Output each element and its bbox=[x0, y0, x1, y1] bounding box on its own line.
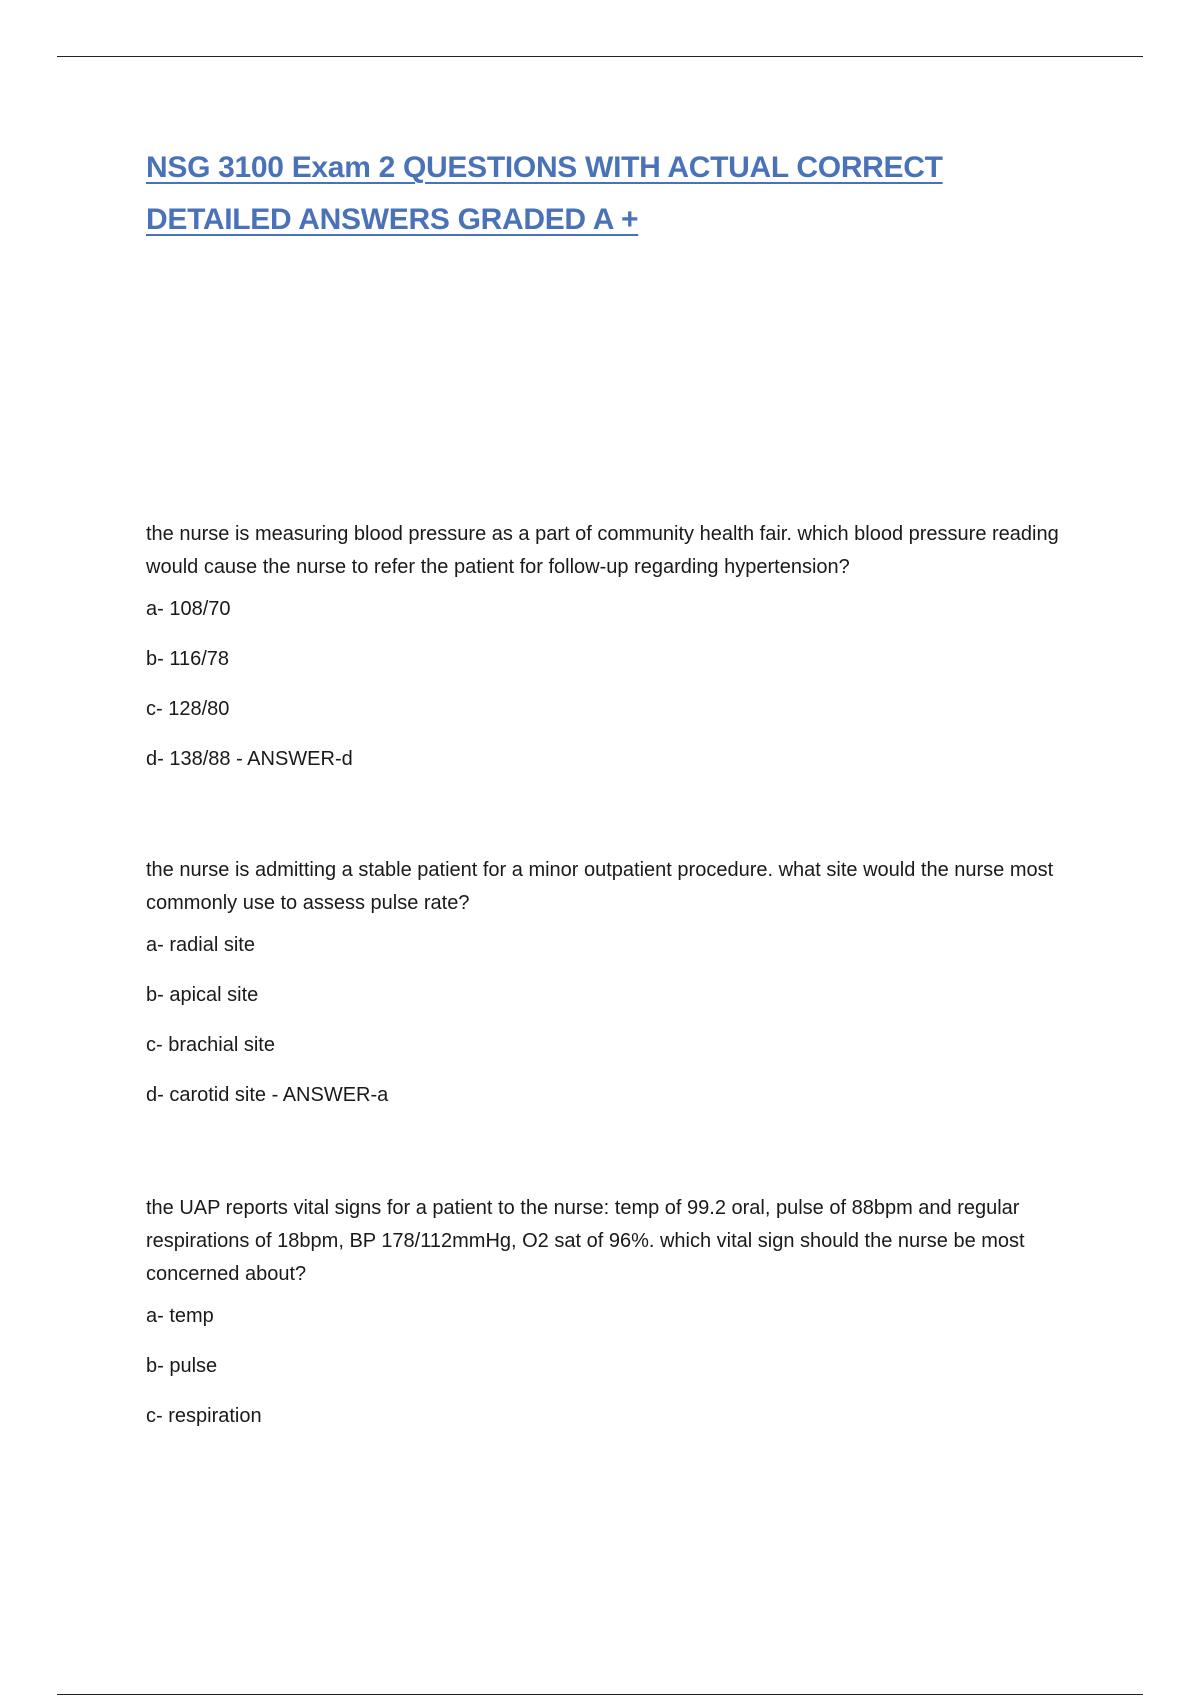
question-3 bbox=[146, 1192, 1086, 1454]
header-rule bbox=[57, 56, 1143, 57]
option-b: b- apical site bbox=[146, 984, 259, 1006]
footer-rule bbox=[57, 1694, 1143, 1695]
question-text: the UAP reports vital signs for a patient to the nurse: temp of 99.2 oral, pulse of 88bpm and regular respirations of 18bpm, BP 178/112mmHg, O2 sat of 96%. which vital sign should the nurse be most concerned about? bbox=[146, 1197, 1025, 1285]
question-2 bbox=[146, 854, 1086, 1133]
question-text: the nurse is measuring blood pressure as a part of community health fair. which blood pressure reading would cause the nurse to refer the patient for follow-up regarding hypertension? bbox=[146, 523, 1059, 578]
question-1 bbox=[146, 518, 1086, 797]
option-a: a- temp bbox=[146, 1305, 214, 1327]
option-b: b- pulse bbox=[146, 1355, 218, 1377]
question-text: the nurse is admitting a stable patient for a minor outpatient procedure. what site would the nurse most commonly use to assess pulse rate? bbox=[146, 859, 1054, 914]
option-d-answer: d- 138/88 - ANSWER-d bbox=[146, 748, 353, 770]
option-c: c- 128/80 bbox=[146, 698, 230, 720]
option-c: c- respiration bbox=[146, 1405, 262, 1427]
document-title bbox=[146, 142, 966, 246]
option-c: c- brachial site bbox=[146, 1034, 275, 1056]
title-line-2: DETAILED ANSWERS GRADED A + bbox=[146, 203, 639, 236]
option-a: a- 108/70 bbox=[146, 598, 231, 620]
title-line-1: NSG 3100 Exam 2 QUESTIONS WITH ACTUAL CORRECT bbox=[146, 151, 943, 184]
option-b: b- 116/78 bbox=[146, 648, 230, 670]
option-d-answer: d- carotid site - ANSWER-a bbox=[146, 1084, 389, 1106]
option-a: a- radial site bbox=[146, 934, 255, 956]
